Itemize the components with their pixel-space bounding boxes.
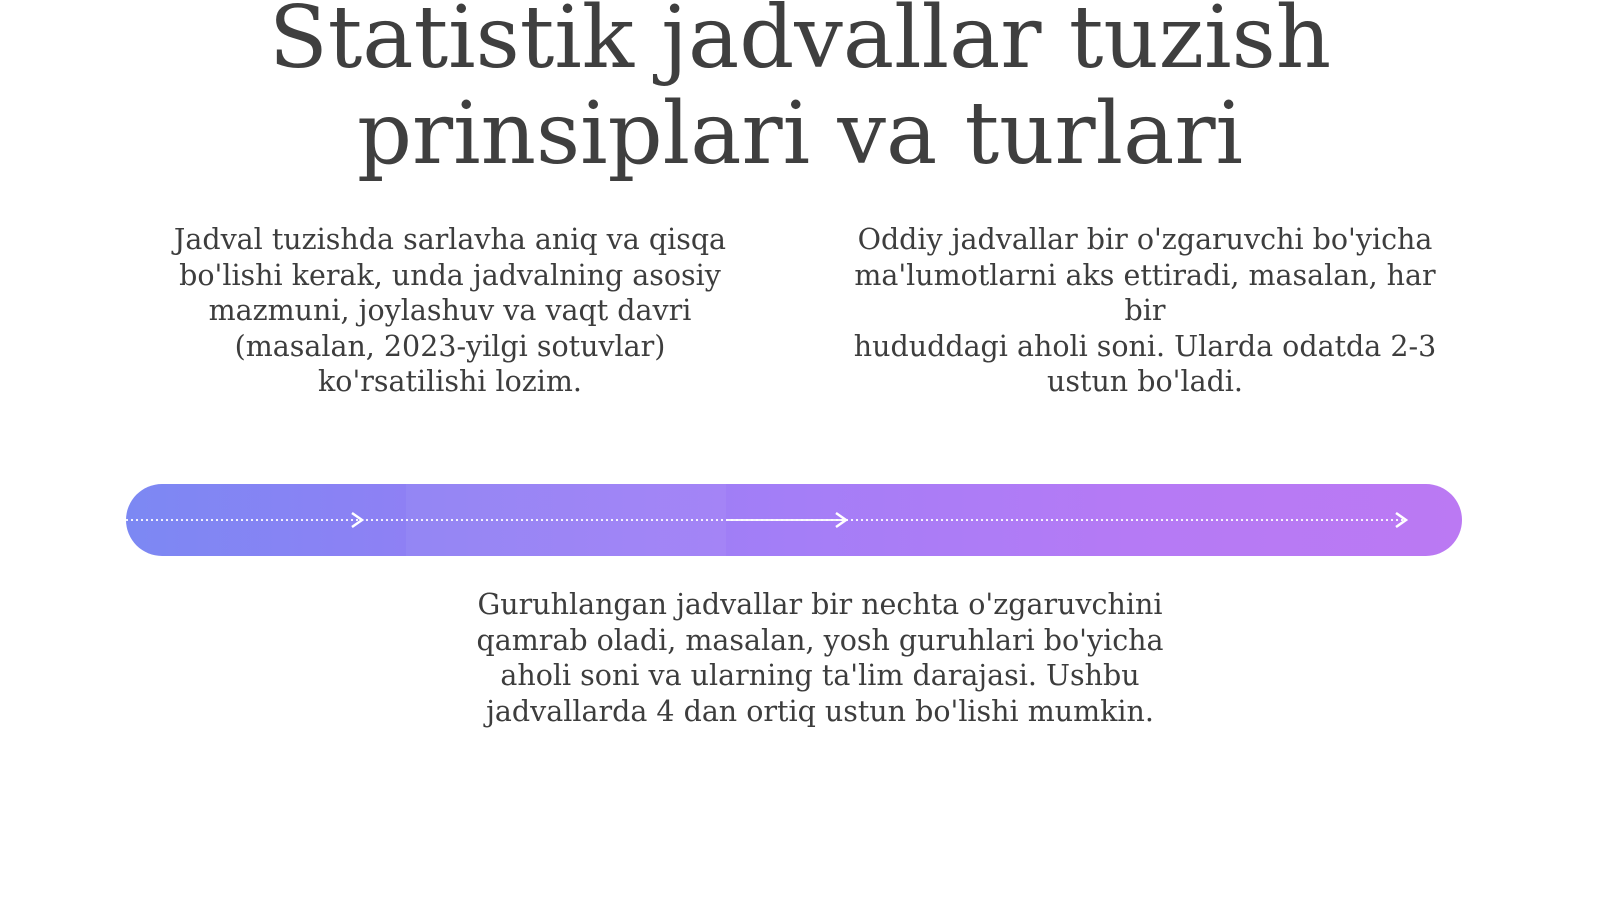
timeline-arrows	[126, 484, 1462, 556]
point-line: aholi soni va ularning ta'lim darajasi. Ushbu	[500, 659, 1140, 692]
point-line: Oddiy jadvallar bir o'zgaruvchi bo'yicha	[857, 223, 1433, 256]
timeline-bar	[126, 484, 1462, 556]
point-title-principles	[160, 222, 740, 400]
title-line-1: Statistik jadvallar tuzish	[268, 0, 1332, 88]
point-line: qamrab oladi, masalan, yosh guruhlari bo'yicha	[476, 623, 1164, 657]
point-grouped-tables	[470, 587, 1170, 729]
point-line: bo'lishi kerak, unda jadvalning asosiy	[179, 258, 721, 292]
point-line: ma'lumotlarni aks ettiradi, masalan, har bir	[854, 258, 1436, 327]
point-line: ko'rsatilishi lozim.	[318, 365, 582, 398]
point-line: hududdagi aholi soni. Ularda odatda 2-3	[853, 329, 1437, 363]
point-line: ustun bo'ladi.	[1047, 365, 1243, 398]
point-line: mazmuni, joylashuv va vaqt davri	[208, 294, 692, 327]
point-line: Guruhlangan jadvallar bir nechta o'zgaruvchini	[477, 588, 1163, 621]
slide-title	[0, 0, 1600, 182]
point-line: jadvallarda 4 dan ortiq ustun bo'lishi mumkin.	[486, 694, 1154, 728]
title-line-2: prinsiplari va turlari	[356, 84, 1244, 184]
point-line: Jadval tuzishda sarlavha aniq va qisqa	[173, 223, 727, 256]
point-line: (masalan, 2023-yilgi sotuvlar)	[234, 329, 666, 363]
point-simple-tables	[830, 222, 1460, 400]
